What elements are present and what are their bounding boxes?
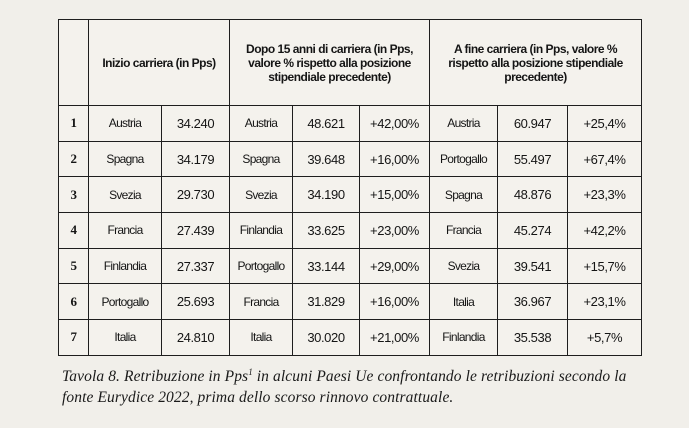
end-country: Francia <box>430 213 498 249</box>
end-value: 60.947 <box>498 106 568 142</box>
start-country: Finlandia <box>89 248 162 284</box>
table-row <box>59 284 642 320</box>
after15-value: 33.625 <box>293 213 360 249</box>
end-percent: +5,7% <box>568 320 642 356</box>
row-index: 5 <box>59 248 89 284</box>
after15-country: Francia <box>230 284 293 320</box>
after15-value: 33.144 <box>293 248 360 284</box>
after15-country: Austria <box>230 106 293 142</box>
after15-value: 31.829 <box>293 284 360 320</box>
start-country: Portogallo <box>89 284 162 320</box>
start-value: 25.693 <box>162 284 230 320</box>
header-row <box>59 20 642 106</box>
start-value: 27.337 <box>162 248 230 284</box>
row-index: 7 <box>59 320 89 356</box>
caption-prefix: Tavola 8. Retribuzione in Pps <box>62 368 249 386</box>
header-after-15-years: Dopo 15 anni di carriera (in Pps, valore % rispetto alla posizione stipendiale precedente) <box>230 20 430 106</box>
table-row <box>59 213 642 249</box>
after15-country: Italia <box>230 320 293 356</box>
table-caption <box>62 362 652 408</box>
table-row <box>59 248 642 284</box>
after15-value: 34.190 <box>293 177 360 213</box>
header-end-career: A fine carriera (in Pps, valore % rispetto alla posizione stipendiale precedente) <box>430 20 642 106</box>
row-index: 2 <box>59 141 89 177</box>
end-value: 35.538 <box>498 320 568 356</box>
end-value: 55.497 <box>498 141 568 177</box>
table-row <box>59 141 642 177</box>
row-index: 3 <box>59 177 89 213</box>
start-value: 29.730 <box>162 177 230 213</box>
caption-suffix: in alcuni Paesi Ue confrontando le retribuzioni secondo la fonte Eurydice 2022, prima dello scorso rinnovo contrattuale. <box>62 368 627 407</box>
after15-percent: +23,00% <box>360 213 430 249</box>
after15-country: Svezia <box>230 177 293 213</box>
after15-country: Spagna <box>230 141 293 177</box>
end-percent: +15,7% <box>568 248 642 284</box>
start-country: Austria <box>89 106 162 142</box>
header-start-career: Inizio carriera (in Pps) <box>89 20 230 106</box>
end-percent: +25,4% <box>568 106 642 142</box>
end-value: 39.541 <box>498 248 568 284</box>
table-body <box>59 106 642 356</box>
salary-table-container <box>58 19 641 355</box>
start-country: Spagna <box>89 141 162 177</box>
end-percent: +23,1% <box>568 284 642 320</box>
after15-percent: +16,00% <box>360 284 430 320</box>
after15-country: Portogallo <box>230 248 293 284</box>
end-country: Finlandia <box>430 320 498 356</box>
after15-value: 30.020 <box>293 320 360 356</box>
after15-country: Finlandia <box>230 213 293 249</box>
start-value: 24.810 <box>162 320 230 356</box>
table-row <box>59 320 642 356</box>
after15-percent: +15,00% <box>360 177 430 213</box>
start-value: 27.439 <box>162 213 230 249</box>
after15-value: 48.621 <box>293 106 360 142</box>
end-percent: +42,2% <box>568 213 642 249</box>
after15-percent: +42,00% <box>360 106 430 142</box>
start-country: Italia <box>89 320 162 356</box>
after15-percent: +16,00% <box>360 141 430 177</box>
after15-percent: +29,00% <box>360 248 430 284</box>
end-country: Spagna <box>430 177 498 213</box>
header-index <box>59 20 89 106</box>
end-value: 48.876 <box>498 177 568 213</box>
start-country: Svezia <box>89 177 162 213</box>
row-index: 6 <box>59 284 89 320</box>
end-percent: +23,3% <box>568 177 642 213</box>
after15-value: 39.648 <box>293 141 360 177</box>
row-index: 4 <box>59 213 89 249</box>
end-country: Italia <box>430 284 498 320</box>
salary-table <box>58 19 642 356</box>
end-country: Portogallo <box>430 141 498 177</box>
row-index: 1 <box>59 106 89 142</box>
table-row <box>59 177 642 213</box>
end-value: 45.274 <box>498 213 568 249</box>
caption-footnote-mark: 1 <box>248 367 253 377</box>
end-value: 36.967 <box>498 284 568 320</box>
start-value: 34.240 <box>162 106 230 142</box>
start-value: 34.179 <box>162 141 230 177</box>
end-percent: +67,4% <box>568 141 642 177</box>
after15-percent: +21,00% <box>360 320 430 356</box>
end-country: Austria <box>430 106 498 142</box>
end-country: Svezia <box>430 248 498 284</box>
table-row <box>59 106 642 142</box>
start-country: Francia <box>89 213 162 249</box>
